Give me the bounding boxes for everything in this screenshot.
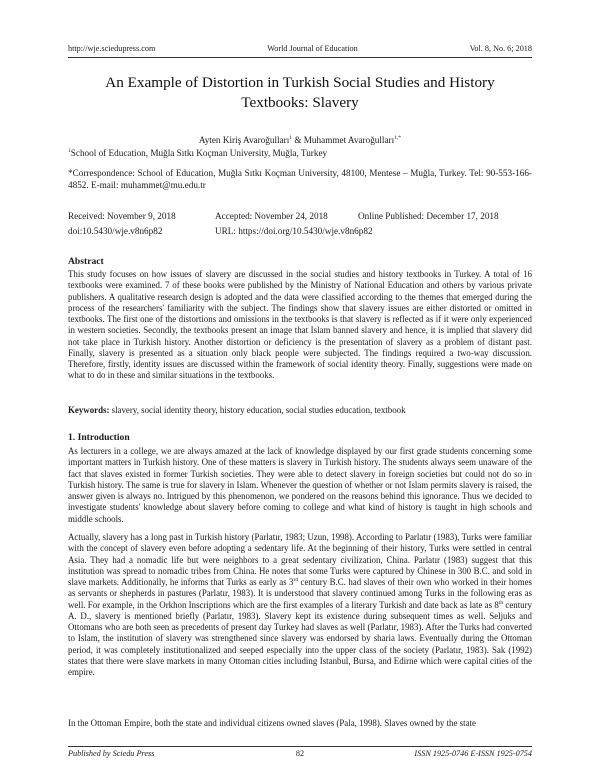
affiliation-text: School of Education, Muğla Sıtkı Koçman University, Muğla, Turkey xyxy=(70,148,328,158)
introduction-heading: 1. Introduction xyxy=(68,432,130,443)
ordinal-suffix: rd xyxy=(293,577,299,584)
author-affiliation-mark: 1,* xyxy=(394,134,402,141)
paragraph-text: Actually, slavery has a long past in Turkish history (Parlatır, 1983; Uzun, 1998). According to Parlatır (1983), Turks were familiar with the concept of slavery even before adopting a sedentary life. At the beginning of their history, Turks were settled in central Asia. They had a nomadic life but were neighbors to a great sedentary civilization, China. Parlatır (1983) suggest that this institution was spread to nomadic tribes from China. He notes that some Turks were captured by Chinese in 300 B.C. and sold in slave markets. Additionally, he informs that Turks as early as 3 xyxy=(68,532,532,587)
affiliation-mark: 1 xyxy=(68,147,71,154)
page-number: 82 xyxy=(295,749,305,758)
publisher-name: Published by Sciedu Press xyxy=(68,749,155,758)
paragraph-text: century A. D., slavery is mentioned briefly (Parlatır, 1983). Slavery kept its existence during subsequent times as well. Seljuks and Ottomans who are both seen as precedents of present day Turkey had slaves as well (Parlatır, 1983). After the Turks had converted to Islam, the institution of slavery was strengthened since slavery was endorsed by sharia laws. Eventually during the Ottoman period, it was completely institutionalized and seeped especially into the upper class of the society (Parlatır, 1983). Sak (1992) states that there were slave markets in many Ottoman cities including Istanbul, Bursa, and Edirne which were capital cities of the empire. xyxy=(68,599,532,677)
ordinal-suffix: th xyxy=(498,599,504,606)
keywords-label: Keywords: xyxy=(68,405,110,415)
author-joiner: & xyxy=(292,135,304,145)
abstract-text: This study focuses on how issues of slavery are discussed in the social studies and history textbooks in Turkey. A total of 16 textbooks were examined. 7 of these books were published by the Ministry of National Education and others by various private publishers. A qualitative research design is adopted and the data were classified according to the themes that emerged during the process of the researchers' familiarity with the subject. The findings show that slavery issues are either distorted or omitted in textbooks. The first one of the distortions and omissions in the textbooks is that slavery is reflected as if it were only experienced in western societies. Secondly, the textbooks present an image that Islam banned slavery and hence, it is implied that slavery did not take place in Turkish history. Another distortion or deficiency is the presentation of slavery as a problem of distant past. Finally, slavery is presented as a situation only black people were subjected. The findings required a two-way discussion. Therefore, firstly, identity issues are discussed within the framework of social identity theory. Finally, suggestions were made on what to do in these and similar situations in the textbooks. xyxy=(68,269,532,381)
journal-name: World Journal of Education xyxy=(267,44,358,53)
author-name: Ayten Kiriş Avaroğulları xyxy=(198,135,290,145)
correspondence: *Correspondence: School of Education, Muğla Sıtkı Koçman University, 48100, Mentese – Muğla, Turkey. Tel: 90-553-166-4852. E-mail: muhammet@mu.edu.tr xyxy=(68,168,532,190)
author-name: Muhammet Avaroğulları xyxy=(303,135,395,145)
author-line xyxy=(68,134,532,146)
doi-url-link[interactable]: URL: https://doi.org/10.5430/wje.v8n6p82 xyxy=(215,226,373,236)
paragraph-text: century B.C. had slaves of their own who worked in their homes as servants or shepherds in pastures (Parlatır, 1983). It is understood that slavery continued among Turks in the following eras as well. For example, in the Orkhon Inscriptions which are the first examples of a literary Turkish and date back as late as 8 xyxy=(68,577,532,610)
body-paragraph: As lecturers in a college, we are always amazed at the lack of knowledge displayed by our first grade students concerning some important matters in Turkish history. One of these matters is slavery in Turkish history. The students always seem unaware of the fact that slaves existed in former Turkish societies. They were able to detect slavery in foreign societies but could not do so in Turkish history. The same is true for slavery in Islam. Whenever the question of whether or not Islam permits slavery is raised, the answer given is always no. Intrigued by this phenomenon, we pondered on the reasons behind this ignorance. Thus we decided to investigate students' knowledge about slavery before coming to college and what kind of history is taught in high schools and middle schools. xyxy=(68,446,532,524)
abstract-heading: Abstract xyxy=(68,256,104,267)
published-date: Online Published: December 17, 2018 xyxy=(358,211,499,221)
running-footer xyxy=(68,749,532,759)
keywords xyxy=(68,405,532,417)
received-date: Received: November 9, 2018 xyxy=(68,211,176,221)
keywords-text: slavery, social identity theory, history education, social studies education, textbook xyxy=(109,405,406,415)
header-divider xyxy=(68,57,532,58)
doi-link[interactable]: doi:10.5430/wje.v8n6p82 xyxy=(68,226,163,236)
body-paragraph xyxy=(68,532,532,678)
body-paragraph: In the Ottoman Empire, both the state and individual citizens owned slaves (Pala, 1998). Slaves owned by the state xyxy=(68,718,476,728)
issn-text: ISSN 1925-0746 E-ISSN 1925-0754 xyxy=(414,749,532,758)
journal-url-link[interactable]: http://wje.sciedupress.com xyxy=(68,44,156,53)
accepted-date: Accepted: November 24, 2018 xyxy=(215,211,328,221)
running-header xyxy=(68,44,532,54)
journal-issue: Vol. 8, No. 6; 2018 xyxy=(469,44,532,53)
footer-divider xyxy=(68,746,532,747)
paper-title: An Example of Distortion in Turkish Social Studies and History Textbooks: Slavery xyxy=(105,74,495,111)
affiliation xyxy=(68,148,532,160)
author-affiliation-mark: 1 xyxy=(289,134,293,141)
